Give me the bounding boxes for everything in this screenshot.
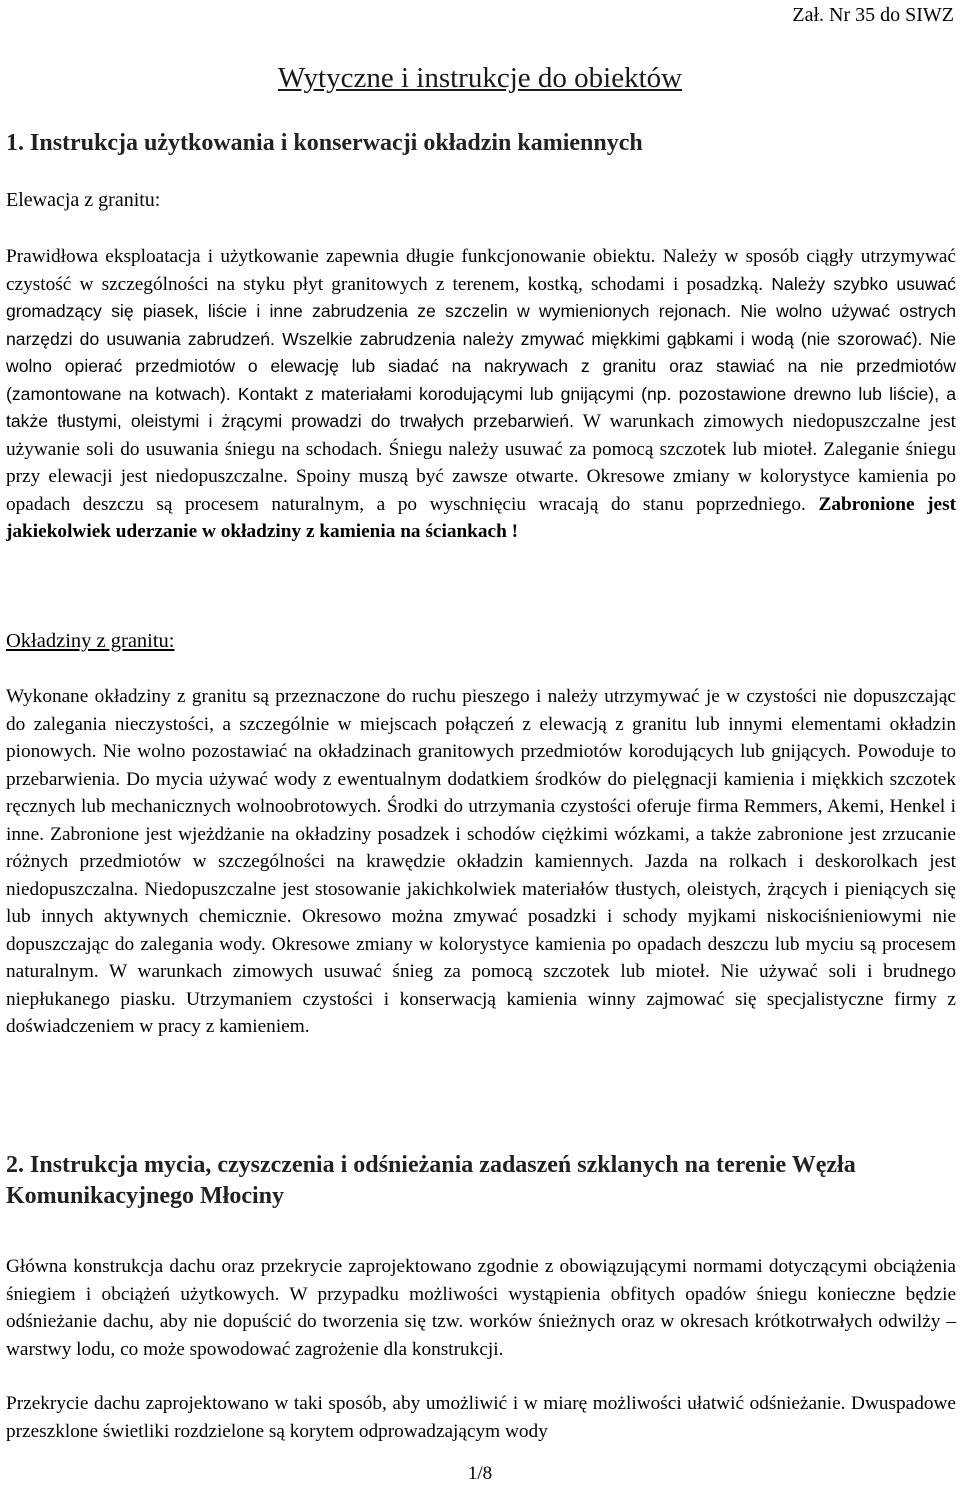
elevation-text-c: W warunkach zimowych niedopuszczalne jest używanie soli do usuwania śniegu na schodach. Śniegu należy usuwać za pomocą szczotek lub mioteł. Zaleganie śniegu przy elewacji jest niedopuszczalne. Spoiny muszą być zawsze otwarte. Okresowe zmiany w kolorystyce kamienia po opadach deszczu są procesem naturalnym, a po wyschnięciu wracają do stanu poprzedniego. [6,411,957,515]
elevation-warning: Zabronione jest jakiekolwiek uderzanie w okładziny z kamienia na ściankach ! [6,493,956,542]
roof-paragraph-1: Główna konstrukcja dachu oraz przekrycie zaprojektowano zgodnie z obowiązującymi normami dotyczącymi obciążenia śniegiem i obciążeń użytkowych. W przypadku możliwości wystąpienia obfitych opadów śniegu konieczne będzie odśnieżanie dachu, aby nie dopuścić do tworzenia się tzw. worków śnieżnych oraz w okresach krótkotrwałych odwilży – warstwy lodu, co może spowodować zagrożenie dla konstrukcji. [6,1256,956,1360]
section-1-heading: 1. Instrukcja użytkowania i konserwacji okładzin kamiennych [6,130,643,156]
page-number: 1/8 [467,1463,493,1484]
elevation-text-a: Prawidłowa eksploatacja i użytkowanie zapewnia długie funkcjonowanie obiektu. Należy w sposób ciągły utrzymywać czystość w szczególności na styku płyt granitowych z terenem, kostką, schodami i posadzką. [6,246,956,295]
elevation-subheading: Elewacja z granitu: [6,189,161,211]
section-2-heading: 2. Instrukcja mycia, czyszczenia i odśnieżania zadaszeń szklanych na terenie Węzła Komunikacyjnego Młociny [6,1152,856,1209]
document-title: Wytyczne i instrukcje do obiektów [277,62,683,94]
elevation-text-b: Należy szybko usuwać gromadzący się piasek, liście i inne zabrudzenia ze szczelin w wymienionych rejonach. Nie wolno używać ostrych narzędzi do usuwania zabrudzeń. Wszelkie zabrudzenia należy zmywać miękkimi gąbkami i wodą (nie szorować). Nie wolno opierać przedmiotów o elewację lub siadać na nakrywach z granitu oraz stawiać na nie przedmiotów (zamontowane na kotwach). Kontakt z materiałami korodującymi lub gnijącymi (np. pozostawione drewno lub liście), a także tłustymi, oleistymi i żrącymi prowadzi do trwałych przebarwień. [6,273,956,431]
roof-paragraph-2: Przekrycie dachu zaprojektowano w taki sposób, aby umożliwić i w miarę możliwości ułatwić odśnieżanie. Dwuspadowe przeszklone świetliki rozdzielone są korytem odprowadzającym wody [6,1393,956,1442]
annex-label: Zał. Nr 35 do SIWZ [792,4,954,26]
cladding-subheading: Okładziny z granitu: [6,630,175,652]
cladding-paragraph: Wykonane okładziny z granitu są przeznaczone do ruchu pieszego i należy utrzymywać je w czystości nie dopuszczając do zalegania nieczystości, a szczególnie w miejscach połączeń z elewacją z granitu lub innymi elementami okładzin pionowych. Nie wolno pozostawiać na okładzinach granitowych przedmiotów korodujących lub gnijących. Powoduje to przebarwienia. Do mycia używać wody z ewentualnym dodatkiem środków do pielęgnacji kamienia i miękkich szczotek ręcznych lub mechanicznych wolnoobrotowych. Środki do utrzymania czystości oferuje firma Remmers, Akemi, Henkel i inne. Zabronione jest wjeżdżanie na okładziny posadzek i schodów ciężkimi wózkami, a także zabronione jest zrzucanie różnych przedmiotów w szczególności na krawędzie okładzin kamiennych. Jazda na rolkach i deskorolkach jest niedopuszczalna. Niedopuszczalne jest stosowanie jakichkolwiek materiałów tłustych, oleistych, żrących i pieniących się lub innych aktywnych chemicznie. Okresowo można zmywać posadzki i schody myjkami niskociśnieniowymi nie dopuszczając do zalegania wody. Okresowe zmiany w kolorystyce kamienia po opadach deszczu lub myciu są procesem naturalnym. W warunkach zimowych usuwać śnieg za pomocą szczotek lub mioteł. Nie używać soli i brudnego niepłukanego piasku. Utrzymaniem czystości i konserwacją kamienia winny zajmować się specjalistyczne firmy z doświadczeniem w pracy z kamieniem. [6,686,956,1037]
elevation-paragraph [6,243,956,546]
